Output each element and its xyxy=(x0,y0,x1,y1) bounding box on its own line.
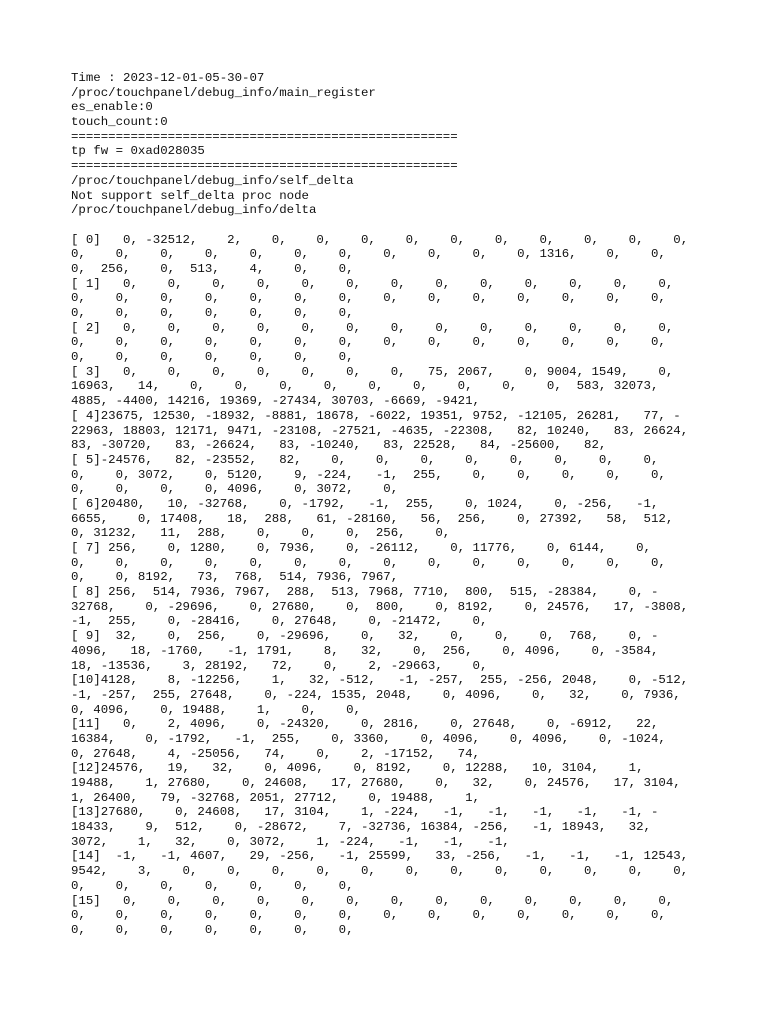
delta-row-line: [ 6]20480, 10, -32768, 0, -1792, -1, 255, 0, 1024, 0, -256, -1, xyxy=(71,496,659,511)
delta-row-line: 0, 0, 3072, 0, 5120, 9, -224, -1, 255, 0, 0, 0, 0, 0, xyxy=(71,467,666,482)
delta-row xyxy=(71,629,701,673)
delta-row-line: [ 9] 32, 0, 256, 0, -29696, 0, 32, 0, 0, 0, 768, 0, - xyxy=(71,629,659,644)
delta-row xyxy=(71,717,701,761)
delta-row-line: 19488, 1, 27680, 0, 24608, 17, 27680, 0, 32, 0, 24576, 17, 3104, xyxy=(71,776,681,790)
debug-log-document xyxy=(71,71,701,938)
delta-row-line: [ 5]-24576, 82, -23552, 82, 0, 0, 0, 0, 0, 0, 0, 0, xyxy=(71,452,659,467)
delta-row xyxy=(71,761,701,805)
delta-row-line: 0, 0, 0, 0, 0, 0, 0, xyxy=(71,878,354,893)
delta-row-line: 32768, 0, -29696, 0, 27680, 0, 800, 0, 8192, 0, 24576, 17, -3808, xyxy=(71,599,689,614)
delta-row-line: 0, 0, 0, 0, 4096, 0, 3072, 0, xyxy=(71,482,399,497)
delta-row-line: 0, 0, 0, 0, 0, 0, 0, 0, 0, 0, 0, 0, 0, 0, xyxy=(71,335,666,350)
delta-row-line: 22963, 18803, 12171, 9471, -23108, -27521, -4635, -22308, 82, 10240, 83, 26624, xyxy=(71,423,689,438)
delta-row xyxy=(71,849,701,893)
delta-row-line: 18433, 9, 512, 0, -28672, 7, -32736, 16384, -256, -1, 18943, 32, xyxy=(71,820,651,835)
delta-row xyxy=(71,805,701,849)
delta-row-line: 0, 0, 0, 0, 0, 0, 0, xyxy=(71,350,354,365)
main-register-path: /proc/touchpanel/debug_info/main_register xyxy=(71,85,376,100)
delta-row-line: 0, 0, 0, 0, 0, 0, 0, 0, 0, 0, 0, 0, 0, 0, xyxy=(71,291,666,306)
es-enable-line: es_enable:0 xyxy=(71,100,153,115)
delta-row-line: 4885, -4400, 14216, 19369, -27434, 30703, -6669, -9421, xyxy=(71,394,480,409)
delta-row-line: [15] 0, 0, 0, 0, 0, 0, 0, 0, 0, 0, 0, 0, 0, xyxy=(71,893,674,908)
delta-row-line: [11] 0, 2, 4096, 0, -24320, 0, 2816, 0, 27648, 0, -6912, 22, xyxy=(71,717,659,732)
delta-row-line: 16963, 14, 0, 0, 0, 0, 0, 0, 0, 0, 0, 583, 32073, xyxy=(71,379,659,394)
delta-row xyxy=(71,233,701,277)
delta-row-line: 0, 0, 8192, 73, 768, 514, 7936, 7967, xyxy=(71,570,399,585)
delta-row-line: [ 2] 0, 0, 0, 0, 0, 0, 0, 0, 0, 0, 0, 0, 0, xyxy=(71,320,674,335)
delta-row xyxy=(71,541,701,585)
delta-row-line: [ 8] 256, 514, 7936, 7967, 288, 513, 7968, 7710, 800, 515, -28384, 0, - xyxy=(71,585,659,600)
delta-row-line: -1, 255, 0, -28416, 0, 27648, 0, -21472, 0, xyxy=(71,614,488,629)
delta-row-line: 83, -30720, 83, -26624, 83, -10240, 83, 22528, 84, -25600, 82, xyxy=(71,438,607,453)
delta-row xyxy=(71,453,701,497)
delta-row-line: -1, -257, 255, 27648, 0, -224, 1535, 2048, 0, 4096, 0, 32, 0, 7936, xyxy=(71,687,681,702)
delta-row-line: 0, 0, 0, 0, 0, 0, 0, xyxy=(71,306,354,320)
delta-row xyxy=(71,409,701,453)
delta-row-line: 0, 0, 0, 0, 0, 0, 0, 0, 0, 0, 0, 1316, 0, 0, xyxy=(71,247,666,262)
delta-row xyxy=(71,497,701,541)
timestamp-line: Time : 2023-12-01-05-30-07 xyxy=(71,71,265,85)
delta-row-line: 0, 256, 0, 513, 4, 0, 0, xyxy=(71,261,354,276)
delta-row-line: [ 0] 0, -32512, 2, 0, 0, 0, 0, 0, 0, 0, 0, 0, 0, xyxy=(71,232,689,247)
delta-row-line: [ 4]23675, 12530, -18932, -8881, 18678, -6022, 19351, 9752, -12105, 26281, 77, - xyxy=(71,408,681,423)
delta-row xyxy=(71,673,701,717)
separator-line: ==================================================== xyxy=(71,159,458,174)
delta-row-line: 0, 0, 0, 0, 0, 0, 0, 0, 0, 0, 0, 0, 0, 0, xyxy=(71,908,666,923)
delta-row-line: 1, 26400, 79, -32768, 2051, 27712, 0, 19488, 1, xyxy=(71,790,480,805)
delta-row-line: 16384, 0, -1792, -1, 255, 0, 3360, 0, 4096, 0, 4096, 0, -1024, xyxy=(71,731,666,746)
delta-row-line: 0, 31232, 11, 288, 0, 0, 0, 256, 0, xyxy=(71,526,451,541)
delta-row-line: [12]24576, 19, 32, 0, 4096, 0, 8192, 0, 12288, 10, 3104, 1, xyxy=(71,761,644,776)
delta-row-line: 9542, 3, 0, 0, 0, 0, 0, 0, 0, 0, 0, 0, 0, 0, xyxy=(71,864,689,879)
delta-row xyxy=(71,585,701,629)
delta-row-line: [10]4128, 8, -12256, 1, 32, -512, -1, -257, 255, -256, 2048, 0, -512, xyxy=(71,673,689,688)
delta-row-line: [14] -1, -1, 4607, 29, -256, -1, 25599, 33, -256, -1, -1, -1, 12543, xyxy=(71,849,689,864)
separator-line: ==================================================== xyxy=(71,129,458,144)
delta-matrix xyxy=(71,233,701,938)
delta-row-line: [ 7] 256, 0, 1280, 0, 7936, 0, -26112, 0, 11776, 0, 6144, 0, xyxy=(71,541,651,555)
delta-row xyxy=(71,277,701,321)
delta-row-line: 0, 0, 0, 0, 0, 0, 0, 0, 0, 0, 0, 0, 0, 0, xyxy=(71,555,666,570)
self-delta-path: /proc/touchpanel/debug_info/self_delta xyxy=(71,173,354,188)
delta-row-line: [13]27680, 0, 24608, 17, 3104, 1, -224, -1, -1, -1, -1, -1, - xyxy=(71,805,659,820)
blank-line xyxy=(71,218,701,233)
delta-row xyxy=(71,321,701,365)
delta-row xyxy=(71,365,701,409)
delta-row-line: 4096, 18, -1760, -1, 1791, 8, 32, 0, 256, 0, 4096, 0, -3584, xyxy=(71,643,659,658)
self-delta-note: Not support self_delta proc node xyxy=(71,188,309,203)
touch-count-line: touch_count:0 xyxy=(71,115,168,130)
delta-row-line: 3072, 1, 32, 0, 3072, 1, -224, -1, -1, -1, xyxy=(71,834,510,849)
delta-row-line: 0, 4096, 0, 19488, 1, 0, 0, xyxy=(71,702,361,717)
delta-row-line: 6655, 0, 17408, 18, 288, 61, -28160, 56, 256, 0, 27392, 58, 512, xyxy=(71,511,674,526)
delta-row-line: 0, 0, 0, 0, 0, 0, 0, xyxy=(71,922,354,937)
delta-row-line: [ 1] 0, 0, 0, 0, 0, 0, 0, 0, 0, 0, 0, 0, 0, xyxy=(71,276,674,291)
delta-row-line: 18, -13536, 3, 28192, 72, 0, 2, -29663, 0, xyxy=(71,658,488,673)
delta-row xyxy=(71,894,701,938)
delta-row-line: 0, 27648, 4, -25056, 74, 0, 2, -17152, 74, xyxy=(71,746,480,761)
delta-row-line: [ 3] 0, 0, 0, 0, 0, 0, 0, 75, 2067, 0, 9004, 1549, 0, xyxy=(71,364,674,379)
delta-path: /proc/touchpanel/debug_info/delta xyxy=(71,203,317,218)
firmware-version-line: tp fw = 0xad028035 xyxy=(71,144,205,159)
